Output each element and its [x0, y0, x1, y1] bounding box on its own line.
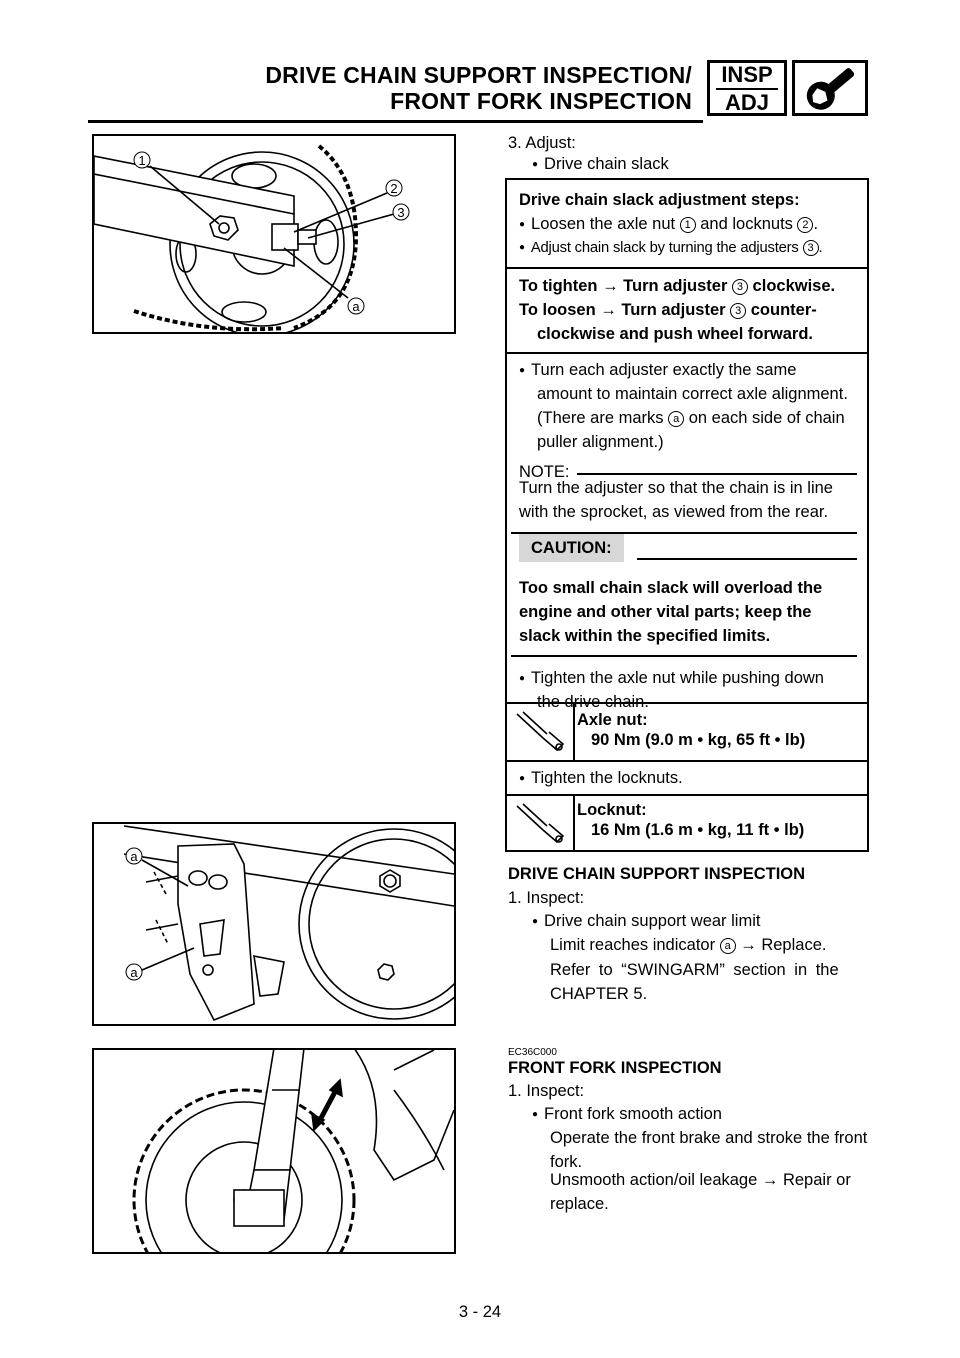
turn-line2: amount to maintain correct axle alignment. [537, 385, 848, 403]
axle-torque-row [507, 702, 867, 760]
caution-line1: Too small chain slack will overload the [519, 579, 823, 597]
insp-adj-badge [707, 60, 787, 116]
support-line1: Limit reaches indicator a → Replace. [550, 936, 827, 954]
fork-line1: Operate the front brake and stroke the front [550, 1129, 868, 1147]
procedure-step1: ● Loosen the axle nut 1 and locknuts 2 . [519, 212, 857, 239]
fork-line2: fork. [550, 1153, 583, 1171]
figure-chain-support [92, 822, 456, 1026]
note-line2: with the sprocket, as viewed from the rear. [519, 503, 829, 521]
axle-line2: the drive chain. [537, 693, 649, 711]
fork-step: 1. Inspect: [508, 1082, 585, 1100]
fork-item: ● Front fork smooth action [532, 1102, 722, 1129]
adjust-item: ● Drive chain slack [532, 152, 669, 179]
callout-a-lower: a [130, 965, 138, 980]
caution-line3: slack within the specified limits. [519, 627, 771, 645]
locknut-torque-row [507, 794, 867, 850]
fork-line3: Unsmooth action/oil leakage → Repair or [550, 1171, 851, 1189]
note-label: NOTE: [519, 463, 570, 481]
callout-3: 3 [397, 205, 405, 220]
locknut-step: ● Tighten the locknuts. [519, 766, 857, 793]
page-number: 3 - 24 [458, 1303, 502, 1321]
support-item: ● Drive chain support wear limit [532, 909, 760, 936]
support-line2: Refer to “SWINGARM” section in the [550, 961, 839, 979]
locknut-torque-label: Locknut: [577, 801, 647, 819]
adjust-step: 3. Adjust: [508, 134, 576, 152]
axle-torque-value: 90 Nm (9.0 m • kg, 65 ft • lb) [591, 731, 806, 749]
caution-label: CAUTION: [519, 534, 624, 562]
fork-heading: FRONT FORK INSPECTION [508, 1059, 722, 1077]
axle-line1: ● Tighten the axle nut while pushing down [519, 666, 857, 693]
note-line1: Turn the adjuster so that the chain is in line [519, 479, 833, 497]
procedure-title: Drive chain slack adjustment steps: [519, 191, 800, 209]
callout-1: 1 [138, 153, 146, 168]
header-rule [88, 120, 703, 123]
header-title-line1: DRIVE CHAIN SUPPORT INSPECTION/ [265, 62, 692, 88]
procedure-step2: ● Adjust chain slack by turning the adjusters 3 . [519, 236, 857, 262]
turn-line1: ● Turn each adjuster exactly the same [519, 358, 857, 385]
support-step: 1. Inspect: [508, 889, 585, 907]
turn-line3: (There are marks a on each side of chain [537, 409, 845, 427]
callout-a-upper: a [130, 849, 138, 864]
callout-2: 2 [390, 181, 398, 196]
turn-line4: puller alignment.) [537, 433, 664, 451]
figure-drive-chain-adjuster [92, 134, 456, 334]
callout-a: a [352, 299, 360, 314]
badge-adj: ADJ [724, 90, 769, 115]
loosen-line: To loosen → Turn adjuster 3 counter- [519, 301, 817, 319]
torque-wrench-icon [513, 708, 569, 754]
figure-front-fork [92, 1048, 456, 1254]
axle-torque-label: Axle nut: [577, 711, 648, 729]
procedure-box [505, 178, 869, 852]
fork-code: EC36C000 [508, 1047, 557, 1058]
support-line3: CHAPTER 5. [550, 985, 648, 1003]
wrench-icon [792, 60, 868, 116]
tighten-line: To tighten → Turn adjuster 3 clockwise. [519, 277, 836, 295]
loosen-line2: clockwise and push wheel forward. [537, 325, 813, 343]
torque-wrench-icon [513, 800, 569, 846]
caution-line2: engine and other vital parts; keep the [519, 603, 812, 621]
badge-insp: INSP [721, 62, 773, 87]
fork-line4: replace. [550, 1195, 609, 1213]
locknut-torque-value: 16 Nm (1.6 m • kg, 11 ft • lb) [591, 821, 805, 839]
support-heading: DRIVE CHAIN SUPPORT INSPECTION [508, 865, 806, 883]
header-title-line2: FRONT FORK INSPECTION [390, 88, 692, 114]
